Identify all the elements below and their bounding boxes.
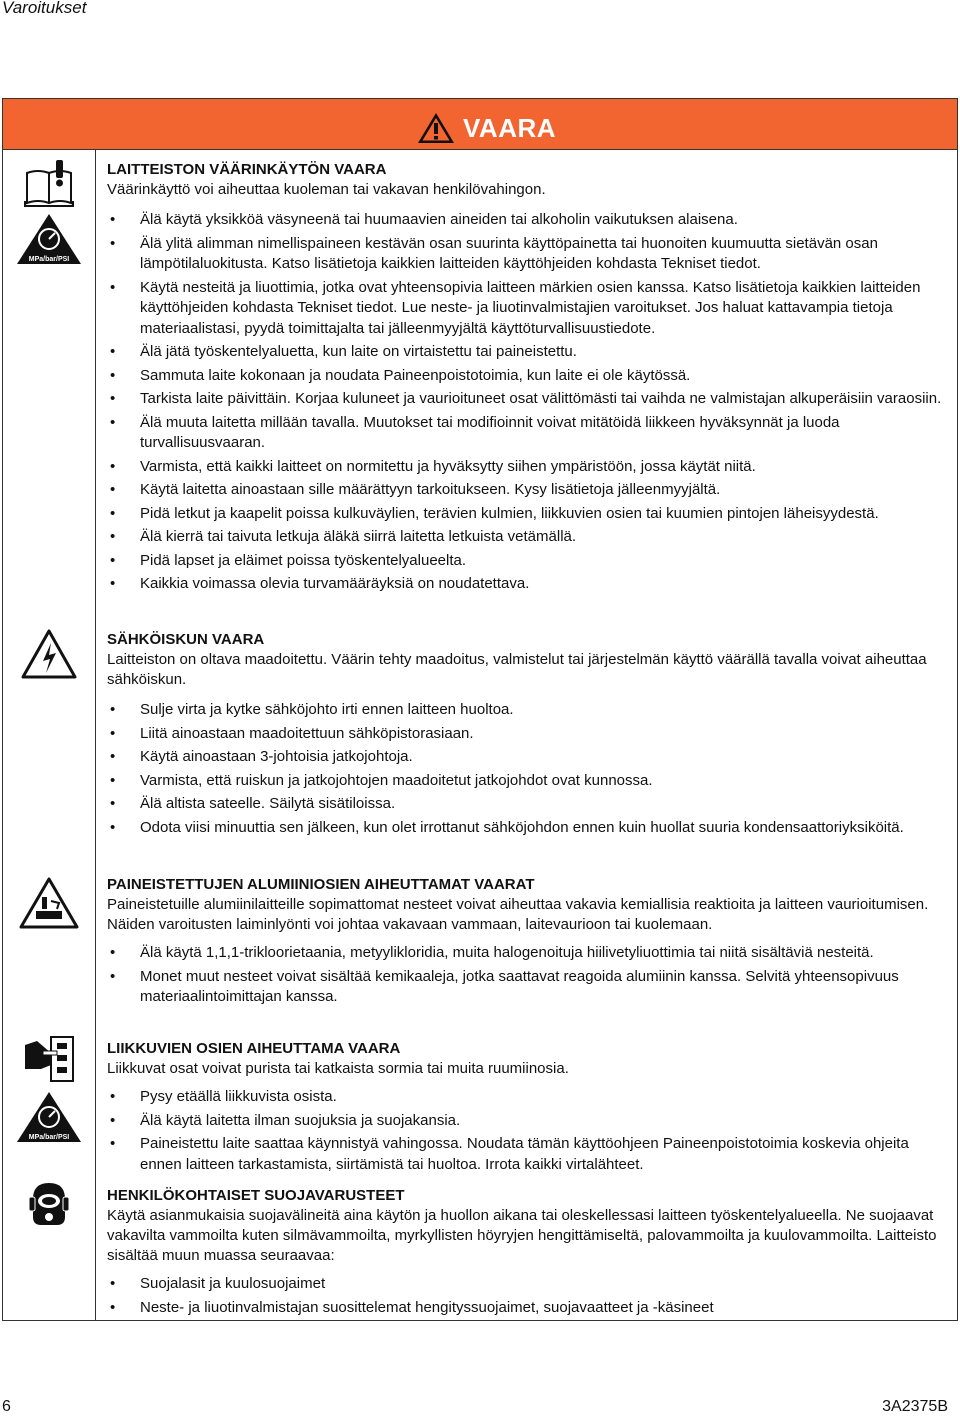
list-item: • Pidä lapset ja eläimet poissa työskentelyalueelta. <box>107 551 952 572</box>
list-item: • Älä käytä 1,1,1-trikloorietaania, metyylikloridia, muita halogenoituja hiilivetyliuottimia tai niitä sisältäviä nesteitä. <box>107 943 952 964</box>
section-title: SÄHKÖISKUN VAARA <box>107 631 265 648</box>
list-item: • Käytä ainoastaan 3-johtoisia jatkojohtoja. <box>107 747 952 768</box>
moving-parts-icon <box>23 1035 75 1083</box>
list-item: • Älä käytä yksikköä väsyneenä tai huumaavien aineiden tai alkoholin vaikutuksen alaisena. <box>107 210 952 231</box>
bullet-list <box>107 700 952 838</box>
bullet-list <box>107 1087 952 1175</box>
list-item: • Käytä nesteitä ja liuottimia, jotka ovat yhteensopivia laitteen märkien osien kanssa. Katso lisätietoja kaikkien laitteiden käyttöhjeiden kohdasta Tekniset tiedot. Lue neste- ja liuotinvalmistajien varoitukset. Jos haluat kattavampia tietoja materiaalistasi, pyydä toimittajalta tai jälleenmyyjältä käyttöturvallisuustiedote. <box>107 278 952 340</box>
section-intro: Väärinkäyttö voi aiheuttaa kuoleman tai vakavan henkilövahingon. <box>107 181 546 198</box>
section-moving-parts <box>107 1039 952 1178</box>
page-number: 6 <box>2 1398 11 1415</box>
list-item: • Paineistettu laite saattaa käynnistyä vahingossa. Noudata tämän käyttöohjeen Paineenpoistotoimia koskevia ohjeita ennen laitteen tarkastamista, siirtämistä tai huoltoa. Irrota kaikki virtalähteet. <box>107 1134 952 1175</box>
section-title: HENKILÖKOHTAISET SUOJAVARUSTEET <box>107 1187 405 1204</box>
list-item: • Monet muut nesteet voivat sisältää kemikaaleja, jotka saattavat reagoida alumiinin kanssa. Selvitä yhteensopivuus materiaalintoimittajan kanssa. <box>107 967 952 1008</box>
section-title: LAITTEISTON VÄÄRINKÄYTÖN VAARA <box>107 161 387 178</box>
document-id: 3A2375B <box>882 1398 948 1415</box>
list-item: • Liitä ainoastaan maadoitettuun sähköpistorasiaan. <box>107 724 952 745</box>
manual-warning-icon <box>23 159 75 207</box>
list-item: • Älä jätä työskentelyaluetta, kun laite on virtaistettu tai paineistettu. <box>107 342 952 363</box>
pressure-unit-label: MPa/bar/PSI <box>28 256 70 263</box>
list-item: • Odota viisi minuuttia sen jälkeen, kun olet irrottanut sähköjohdon ennen kuin huollat suuria kondensaattoriyksiköitä. <box>107 818 952 839</box>
list-item: • Käytä laitetta ainoastaan sille määrättyyn tarkoitukseen. Kysy lisätietoja jälleenmyyjältä. <box>107 480 952 501</box>
protective-equipment-icon <box>27 1179 71 1229</box>
electric-shock-icon <box>21 629 77 679</box>
list-item: • Älä kierrä tai taivuta letkuja äläkä siirrä laitetta letkuista vetämällä. <box>107 527 952 548</box>
bullet-list <box>107 943 952 1008</box>
list-item: • Älä muuta laitetta millään tavalla. Muutokset tai modifioinnit voivat mitätöidä liikkeen hyväksynnät ja luoda turvallisuusvaaran. <box>107 413 952 454</box>
list-item: • Suojalasit ja kuulosuojaimet <box>107 1274 952 1295</box>
list-item: • Varmista, että ruiskun ja jatkojohtojen maadoitetut jatkojohdot ovat kunnossa. <box>107 771 952 792</box>
column-divider <box>95 149 96 1320</box>
page-header-title: Varoitukset <box>2 0 87 17</box>
danger-label: VAARA <box>463 112 557 143</box>
list-item: • Älä käytä laitetta ilman suojuksia ja suojakansia. <box>107 1111 952 1132</box>
warning-table <box>2 98 958 1321</box>
danger-banner <box>3 99 957 150</box>
section-title: LIIKKUVIEN OSIEN AIHEUTTAMA VAARA <box>107 1040 401 1057</box>
section-intro: Paineistetuille alumiinilaitteille sopimattomat nesteet voivat aiheuttaa vakavia kemiallisia reaktioita ja laitteen vaurioitumisen. Näiden varoitusten laiminlyönti voi johtaa vakavaan vammaan, laitevaurioon tai kuolemaan. <box>107 896 929 933</box>
section-intro: Käytä asianmukaisia suojavälineitä aina käytön ja huollon aikana tai oleskellessasi laitteen työskentelyalueella. Ne suojaavat vakavilta vammoilta kuten silmävammoilta, myrkyllisten höyryjen hengittämiseltä, palovammoilta ja kuulovammoilta. Laitteisto sisältää muun muassa seuraavaa: <box>107 1207 937 1264</box>
section-intro: Liikkuvat osat voivat purista tai katkaista sormia tai muita ruumiinosia. <box>107 1060 569 1077</box>
list-item: • Pidä letkut ja kaapelit poissa kulkuväylien, terävien kulmien, liikkuvien osien tai kuumien pintojen läheisyydestä. <box>107 504 952 525</box>
list-item: • Älä altista sateelle. Säilytä sisätiloissa. <box>107 794 952 815</box>
bullet-list <box>107 210 952 595</box>
pressure-gauge-icon <box>16 1091 82 1143</box>
section-intro: Laitteiston on oltava maadoitettu. Väärin tehty maadoitus, valmistelut tai järjestelmän käyttö väärällä tavalla voivat aiheuttaa sähköiskun. <box>107 651 927 688</box>
list-item: • Älä ylitä alimman nimellispaineen kestävän osan suurinta käyttöpainetta tai huonoiten kuumuutta sietävän osan lämpötilaluokitusta. Katso lisätietoja kaikkien laitteiden käyttöhjeiden kohdasta Tekniset tiedot. <box>107 234 952 275</box>
pressure-gauge-icon <box>16 213 82 265</box>
list-item: • Pysy etäällä liikkuvista osista. <box>107 1087 952 1108</box>
list-item: • Sulje virta ja kytke sähköjohto irti ennen laitteen huoltoa. <box>107 700 952 721</box>
pressure-unit-label: MPa/bar/PSI <box>28 1134 70 1141</box>
section-misuse <box>107 160 952 598</box>
section-title: PAINEISTETTUJEN ALUMIINIOSIEN AIHEUTTAMAT VAARAT <box>107 876 535 893</box>
list-item: • Neste- ja liuotinvalmistajan suosittelemat hengityssuojaimet, suojavaatteet ja -käsineet <box>107 1298 952 1319</box>
warning-triangle-icon <box>417 112 455 144</box>
list-item: • Tarkista laite päivittäin. Korjaa kuluneet ja vaurioituneet osat välittömästi tai vaihda ne valmistajan alkuperäisiin varaosiin. <box>107 389 952 410</box>
section-aluminum <box>107 875 952 1011</box>
list-item: • Kaikkia voimassa olevia turvamääräyksiä on noudatettava. <box>107 574 952 595</box>
list-item: • Varmista, että kaikki laitteet on normitettu ja hyväksytty siihen ympäristöön, jossa käytät niitä. <box>107 457 952 478</box>
list-item: • Sammuta laite kokonaan ja noudata Paineenpoistotoimia, kun laite ei ole käytössä. <box>107 366 952 387</box>
bullet-list <box>107 1274 952 1318</box>
chemical-hazard-icon <box>19 877 79 929</box>
section-electric <box>107 630 952 841</box>
section-ppe <box>107 1186 952 1321</box>
